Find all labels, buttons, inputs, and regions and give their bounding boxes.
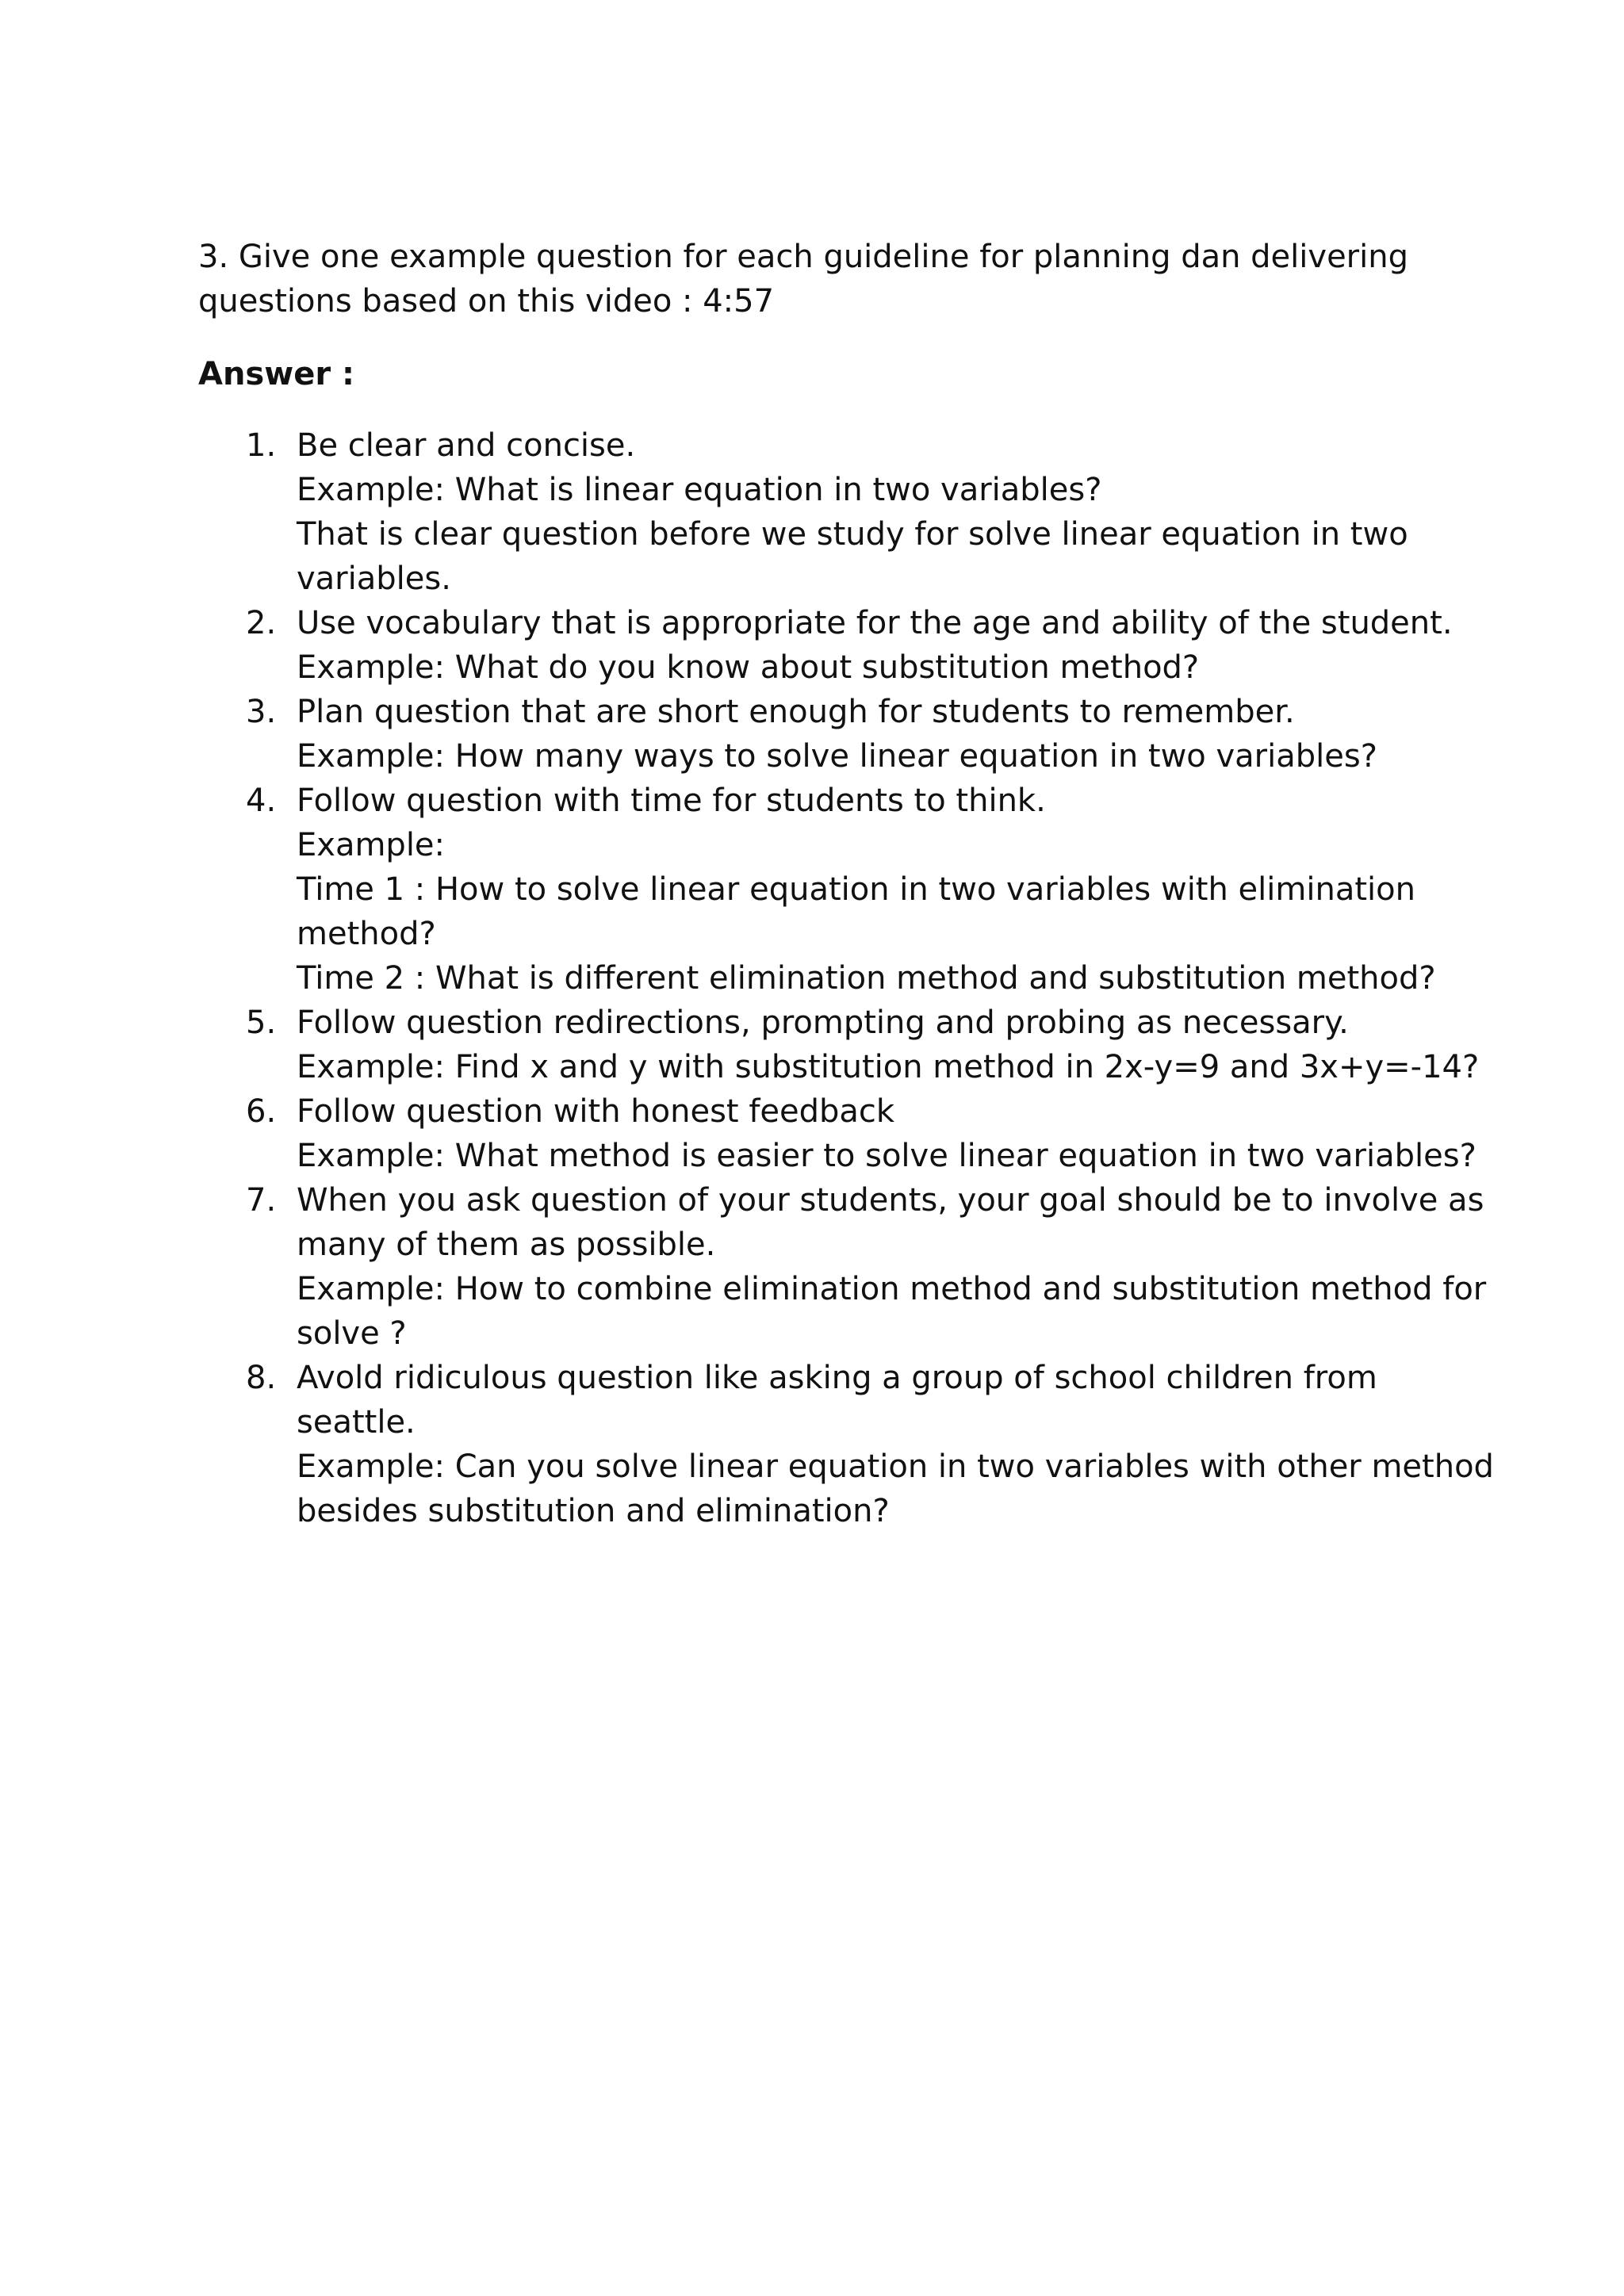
question-line: 3. Give one example question for each guideline for planning dan delivering	[198, 239, 1408, 275]
guideline-detail: That is clear question before we study for solve linear equation in two	[297, 516, 1408, 553]
guideline-item	[297, 779, 1499, 1001]
guideline-detail: Example:	[297, 827, 446, 863]
guideline-detail: besides substitution and elimination?	[297, 1493, 890, 1529]
guideline-detail: method?	[297, 916, 436, 952]
guideline-detail: Example: Find x and y with substitution method in 2x-y=9 and 3x+y=-14?	[297, 1049, 1480, 1085]
guideline-item	[297, 423, 1499, 601]
guideline-detail: Example: What do you know about substitution method?	[297, 649, 1200, 686]
guideline-detail: Time 2 : What is different elimination method and substitution method?	[297, 960, 1436, 997]
guideline-detail: Example: How to combine elimination method and substitution method for	[297, 1271, 1487, 1307]
guideline-item	[297, 690, 1499, 779]
guideline-item	[297, 1356, 1499, 1533]
guideline-detail: Example: What is linear equation in two variables?	[297, 472, 1102, 508]
guideline-text: Follow question with honest feedback	[297, 1093, 895, 1130]
guideline-item	[297, 1001, 1499, 1089]
guideline-detail: variables.	[297, 561, 451, 597]
guideline-text: Use vocabulary that is appropriate for the age and ability of the student.	[297, 605, 1453, 641]
question-line: questions based on this video : 4:57	[198, 283, 775, 320]
answer-heading: Answer :	[198, 356, 354, 392]
guideline-detail: many of them as possible.	[297, 1226, 716, 1263]
guideline-detail: Example: Can you solve linear equation in two variables with other method	[297, 1448, 1494, 1485]
guideline-text: Plan question that are short enough for students to remember.	[297, 694, 1295, 730]
guideline-item	[297, 601, 1499, 690]
guideline-detail: Example: What method is easier to solve linear equation in two variables?	[297, 1138, 1477, 1174]
guideline-text: Be clear and concise.	[297, 427, 636, 464]
guideline-text: Follow question with time for students to think.	[297, 783, 1046, 819]
guideline-item	[297, 1178, 1499, 1356]
guideline-detail: Example: How many ways to solve linear equation in two variables?	[297, 738, 1377, 775]
document-page	[198, 235, 1499, 1533]
guideline-detail: solve ?	[297, 1315, 407, 1352]
guideline-text: Follow question redirections, prompting and probing as necessary.	[297, 1004, 1349, 1041]
guideline-detail: Time 1 : How to solve linear equation in two variables with elimination	[297, 871, 1415, 908]
guideline-item	[297, 1089, 1499, 1178]
guideline-text: When you ask question of your students, your goal should be to involve as	[297, 1182, 1484, 1219]
guideline-text: Avold ridiculous question like asking a group of school children from seattle.	[297, 1360, 1377, 1441]
question-text	[198, 235, 1499, 323]
guideline-list	[198, 423, 1499, 1533]
